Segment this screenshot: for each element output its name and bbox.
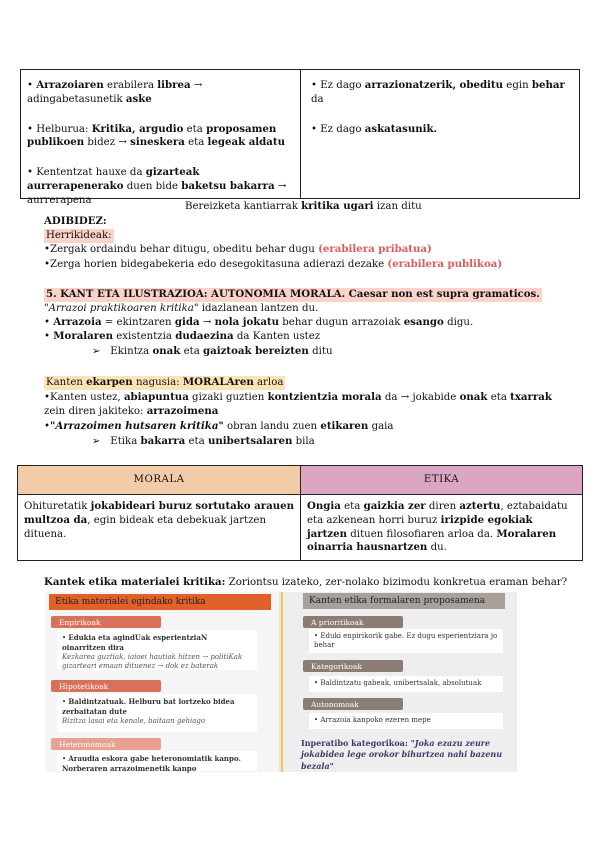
etika-header: ETIKA [301,466,583,495]
left-point-3: • Kententzat hauxe da gizarteak aurrerapenerako duen bide baketsu bakarra → aurrerapena [27,166,287,206]
section-5-line-3: • Moralaren existentzia dudaezina da Kanten ustez [44,330,321,342]
label-autonomoak: Autonomoak [303,698,403,710]
formal-ethics-title: Kanten etika formalaren proposamena [303,593,505,609]
left-point-2: • Helburua: Kritika, argudio eta proposamen publikoen bidez → sineskera eta legeak aldatu [27,122,286,149]
left-point-1: • Arrazoiaren erabilera librea → adingabetasunetik aske [27,79,203,105]
section-5-line-4: ➢ Ekintza onak eta gaiztoak bereizten ditu [92,345,333,357]
box-hipotetikoak: • Baldintzatuak. Helburu bat lortzeko bidea zerbaitatan dute Bizitza lasai eta kenale, baitaan gehiago [57,694,257,732]
herrikideak-label: Herrikideak: [46,230,112,241]
table-divider [300,70,301,198]
material-ethics-panel [45,592,279,772]
material-ethics-title: Etika materialei egindako kritika [49,594,271,610]
categorical-imperative: Inperatibo kategorikoa: "Joka ezazu zeure jokabidea lege orokor bihurtzea nahi bazenu bezala" [301,738,503,771]
example-line-1: •Zergak ordaindu behar ditugu, obeditu behar dugu (erabilera pribatua) [44,243,432,255]
morala-definition: Ohituretatik jokabideari buruz sortutako arauen multzoa da, egin bideak eta debekuak jartzen dituena. [18,495,301,561]
table-caption: Bereizketa kantiarrak kritika ugari izan ditu [185,200,422,212]
ekarpen-line-3: ➢ Etika bakarra eta unibertsalaren bila [92,435,315,447]
table-cell-right [311,79,575,152]
label-heteronomoak: Heteronomoak [51,738,161,750]
box-heteronomoak: • Araudia eskora gabe heteronomiatik kanpo. Norberaren arrazoimenetik kanpo [57,751,257,771]
label-hipotetikoak: Hipotetikoak [51,680,161,692]
label-kategorikoak: Kategorikoak [303,660,403,672]
box-autonomoak: • Arrazoia kanpoko ezeren mepe [309,713,503,729]
morala-etika-table [17,465,583,561]
right-point-1: • Ez dago arrazionatzerik, obeditu egin behar da [311,79,565,105]
example-line-2: •Zerga horien bidegabekeria edo desegokitasuna adierazi dezake (erabilera publikoa) [44,258,503,270]
adibidez-heading: ADIBIDEZ: [44,215,107,227]
section-5-heading: 5. KANT ETA ILUSTRAZIOA: AUTONOMIA MORALA. Caesar non est supra gramaticos. [46,288,540,300]
section-5-line-2: • Arrazoia = ekintzaren gida → nola jokatu behar dugun arrazoiak esango digu. [44,316,474,328]
right-point-2: • Ez dago askatasunik. [311,122,438,135]
arrow-bullet-icon: ➢ [92,346,101,357]
arrow-bullet-icon: ➢ [92,436,101,447]
box-a-prioritikoak: • Eduki enpirikorik gabe. Ez dugu esperientziara jo behar [309,629,503,653]
label-enpirikoak: Enpirikoak [51,616,161,628]
box-enpirikoak: • Edukia eta agindUak esperientziaN oinarritzen dira Kezkarea guztiak, iaioei hautiak hitzen → politiKak gizarteari emaan dituenez → dok ez baterak [57,630,257,670]
label-a-prioritikoak: A prioritikoak [303,616,403,628]
section-5-line-1: "Arrazoi praktikoaren kritika" idazlanean lantzen du. [44,303,319,314]
box-kategorikoak: • Baldintzatu gabeak, unibertsalak, absolutuak [309,676,503,692]
ekarpen-heading: Kanten ekarpen nagusia: MORALAren arloa [46,376,284,388]
ethics-diagram [45,592,515,772]
formal-ethics-panel [281,592,517,772]
morala-header: MORALA [18,466,301,495]
ekarpen-line-1: •Kanten ustez, abiapuntua gizaki guztien kontzientzia morala da → jokabide onak eta txarrak zein diren jakiteko: arrazoimena [44,391,552,417]
kantek-line: Kantek etika materialei kritika: Zoriontsu izateko, zer-nolako bizimodu konkretua eraman behar? [44,576,568,588]
etika-definition: Ongia eta gaizkia zer diren aztertu, eztabaidatu eta azkenean horri buruz irizpide egokiak jartzen dituen filosofiaren arloa da. Moralaren oinarria hausnartzen du. [301,495,583,561]
ekarpen-line-2: •"Arrazoimen hutsaren kritika" obran landu zuen etikaren gaia [44,420,394,432]
